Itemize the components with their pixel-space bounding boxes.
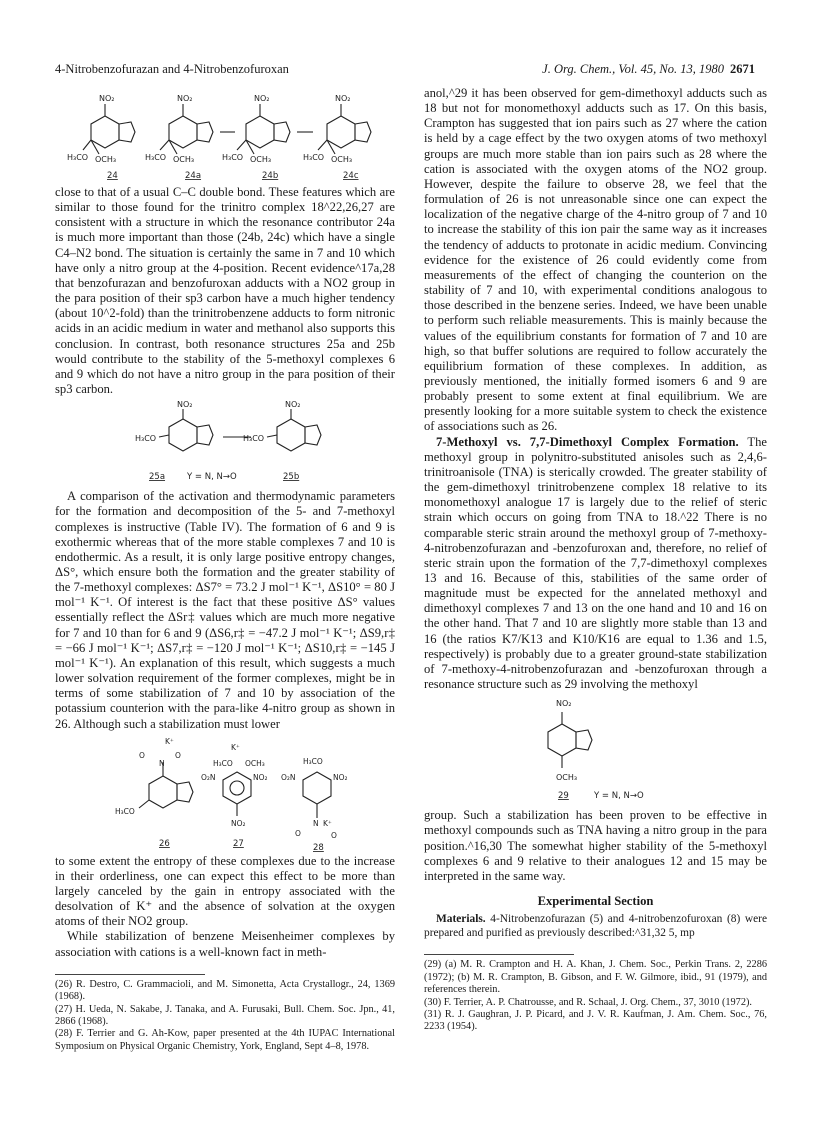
section-7methoxyl-paragraph <box>424 435 767 693</box>
right-paragraph-1: anol,^29 it has been observed for gem-dimethoxyl adducts such as 18 but not for monomethoxyl adducts such as 17. On this basis, Crampton has suggested that ion pairs such as 27 where the cation is held by a cage effect by the two oxygen atoms of two methoxyl groups are much more stable than ion pairs such as 28 where the cation is associated with the oxygen atoms of the NO2 group. However, despite the failure to observe 28, we feel that the formulation of 26 is not unreasonable since one can expect the localization of the negative charge of the 4-nitro group of 7 and 10 to increase the stability of this ion pair the same way as it increases the tendency of adducts to protonate in acidic medium. Convincing evidence for the existence of 26 could evidently come from measurements of the effect of changing the counterion on the stability of 7 and 10, with experimental conditions analogous to those described in the benzene series. Indeed, we have been unable to perform such reliable measurements. This is mainly because the values of the equilibrium constants for formation of 7 and 10 are high, so that buffer solutions are required to follow accurately the equilibrium formation of these complexes. In addition, as previously mentioned, the initially formed isomers 6 and 9 are probably present to some extent at final equilibrium. We are presently looking for a more suitable system to check the existence of associations such as 26. <box>424 86 767 434</box>
svg-text:O: O <box>331 830 337 840</box>
svg-text:NO₂: NO₂ <box>253 772 268 782</box>
svg-text:O₂N: O₂N <box>201 772 216 782</box>
journal-name: J. Org. Chem., Vol. 45, No. 13, 1980 <box>542 62 724 76</box>
label-26: 26 <box>159 838 170 849</box>
section-7methoxyl-heading: 7-Methoxyl vs. 7,7-Dimethoxyl Complex Formation. <box>436 434 739 449</box>
materials-runin: Materials. <box>436 913 486 926</box>
y-legend-29: Y = N, N→O <box>594 791 644 802</box>
svg-text:NO₂: NO₂ <box>254 94 270 103</box>
svg-text:NO₂: NO₂ <box>231 818 246 828</box>
svg-text:H₃CO: H₃CO <box>303 756 323 766</box>
svg-text:O: O <box>139 750 145 760</box>
svg-text:H₃CO: H₃CO <box>135 434 157 444</box>
svg-text:OCH₃: OCH₃ <box>556 773 578 783</box>
journal-citation <box>542 62 755 77</box>
footnote-27: (27) H. Ueda, N. Sakabe, J. Tanaka, and A. Furusaki, Bull. Chem. Soc. Jpn., 41, 2866 (1968). <box>55 1003 395 1027</box>
svg-text:K⁺: K⁺ <box>231 742 240 752</box>
label-28: 28 <box>313 842 324 852</box>
svg-text:NO₂: NO₂ <box>556 699 572 709</box>
footnote-rule-right <box>424 954 574 955</box>
svg-text:OCH₃: OCH₃ <box>250 155 272 164</box>
left-paragraph-3: to some extent the entropy of these complexes due to the increase in their orderliness, one can expect this effect to be more than largely canceled by the gain in entropy associated with the desolvation of K⁺ and the absence of solvation at the oxygen atoms of their NO2 group. <box>55 853 395 929</box>
svg-text:O: O <box>295 828 301 838</box>
svg-text:NO₂: NO₂ <box>99 94 115 103</box>
figure-26-27-28 <box>55 734 395 852</box>
svg-text:H₃CO: H₃CO <box>243 434 265 444</box>
left-paragraph-1: close to that of a usual C–C double bond. These features which are similar to those found for the trinitro complex 18^22,26,27 are consistent with a structure in which the resonance contributor 24a is much more important than those (24b, 24c) which have a single C4–N2 bond. The situation is certainly the same in 7 and 10 which have only a nitro group at the 4-position. Recent evidence^17a,28 that benzofurazan and benzofuroxan adducts with a NO2 group in the para position of their sp3 carbon have a much higher tendency (about 10^2-fold) than the trinitrobenzene adducts to form nitronic acids in an acidic medium in water and methanol also supports this conclusion. In contrast, both resonance structures 25a and 25b would contribute to the stability of the 5-methoxyl complexes 6 and 9 which do not have a nitro group in the para position of their sp3 carbon. <box>55 185 395 397</box>
section-7methoxyl-continuation: group. Such a stabilization has been proven to be effective in methoxyl compounds such as TNA having a nitro group in the para position.^16,30 The somewhat higher stability of the 5-methoxyl complexes 6 and 9 relative to their analogues 12 and 15 may be interpreted in the same way. <box>424 808 767 883</box>
page-number: 2671 <box>730 62 755 76</box>
svg-text:H₃CO: H₃CO <box>303 153 325 162</box>
footnote-rule <box>55 974 205 975</box>
svg-text:H₃CO: H₃CO <box>115 806 135 816</box>
svg-text:H₃CO: H₃CO <box>145 153 167 162</box>
left-column <box>55 86 395 1053</box>
svg-text:NO₂: NO₂ <box>333 772 348 782</box>
left-paragraph-2: A comparison of the activation and thermodynamic parameters for the formation and decomposition of the 5- and 7-methoxyl complexes is instructive (Table IV). The formation of 6 and 9 is exothermic whereas that of the more stable complexes 7 and 10 is endothermic. As a result, it is only large positive entropy changes, ΔS°, which ensure both the formation and the greater stability of the 7-methoxyl complexes: ΔS7° = 73.2 J mol⁻¹ K⁻¹, ΔS10° = 80 J mol⁻¹ K⁻¹. Of interest is the fact that these positive ΔS° values essentially reflect the ΔSr‡ values which are much more negative for 7 and 10 than for 6 and 9 (ΔS6,r‡ = −47.2 J mol⁻¹ K⁻¹; ΔS9,r‡ = −66 J mol⁻¹ K⁻¹; ΔS7,r‡ = −120 J mol⁻¹ K⁻¹; ΔS10,r‡ = −145 J mol⁻¹ K⁻¹). An explanation of this result, which suggests a much lower solvation requirement of the former complexes, might be in terms of some stabilization of 7 and 10 by association of the potassium counterion with the para-like 4-nitro group as shown in 26. Although such a stabilization must lower <box>55 489 395 731</box>
materials-text: 4-Nitrobenzofurazan (5) and 4-nitrobenzofuroxan (8) were prepared and purified as previously described:^31,32 5, mp <box>424 913 767 939</box>
label-27: 27 <box>233 838 244 849</box>
label-24c: 24c <box>343 171 359 181</box>
figure-25 <box>55 399 395 487</box>
label-24a: 24a <box>185 171 202 181</box>
svg-text:NO₂: NO₂ <box>335 94 351 103</box>
footnote-31: (31) R. J. Gaughran, J. P. Picard, and J. V. R. Kaufman, J. Am. Chem. Soc., 76, 2233 (1954). <box>424 1009 767 1033</box>
figure-24 <box>55 88 395 183</box>
left-paragraph-4: While stabilization of benzene Meisenheimer complexes by association with cations is a well-known fact in meth- <box>55 929 395 959</box>
label-29: 29 <box>558 791 569 802</box>
svg-text:NO₂: NO₂ <box>285 400 301 410</box>
svg-text:K⁺: K⁺ <box>165 736 174 746</box>
label-24: 24 <box>107 171 118 181</box>
svg-text:NO₂: NO₂ <box>177 94 193 103</box>
footnote-30: (30) F. Terrier, A. P. Chatrousse, and R. Schaal, J. Org. Chem., 37, 3010 (1972). <box>424 996 752 1008</box>
section-7methoxyl-text: The methoxyl group in polynitro-substituted anisoles such as 2,4,6-trinitroanisole (TNA) is sterically crowded. The greater stability of the gem-dimethoxyl trinitrobenzene complex 18 relative to its monomethoxyl analogue 17 is largely due to the relief of steric strain which occurs on going from TNA to 18.^22 There is no comparable steric strain around the methoxyl group of 7-methoxy-4-nitrobenzofurazan and -benzofuroxan and, therefore, no relief of steric strain upon the formation of the 7,7-dimethoxyl complexes 13 and 16. Because of this, stabilities of the same order of magnitude must be expected for the annelated methoxyl and dimethoxyl complexes 7 and 13 on the one hand and 10 and 16 on the other hand. That 7 and 10 are slightly more stable than 13 and 16 (the ratios K7/K13 and K10/K16 are equal to 1.36 and 1.5, respectively) is probably due to a greater ground-state stabilization of 7-methoxy-4-nitrobenzofurazan and -benzofuroxan through a resonance structure such as 29 involving the methoxyl <box>424 434 768 692</box>
y-legend-25: Y = N, N→O <box>187 472 237 483</box>
label-25b: 25b <box>283 472 300 483</box>
materials-paragraph <box>424 913 767 940</box>
svg-text:OCH₃: OCH₃ <box>173 155 195 164</box>
svg-text:H₃CO: H₃CO <box>67 153 89 162</box>
footnote-29: (29) (a) M. R. Crampton and H. A. Khan, J. Chem. Soc., Perkin Trans. 2, 2286 (1972); (b) M. R. Crampton, B. Gibson, and F. W. Gilmore, ibid., 91 (1979), and references therein. <box>424 959 767 996</box>
footnote-26: (26) R. Destro, C. Grammacioli, and M. Simonetta, Acta Crystallogr., 24, 1369 (1968). <box>55 978 395 1003</box>
svg-text:O: O <box>175 750 181 760</box>
svg-text:H₃CO: H₃CO <box>213 758 233 768</box>
svg-text:N: N <box>159 758 165 768</box>
svg-text:H₃CO: H₃CO <box>222 153 244 162</box>
experimental-section-heading: Experimental Section <box>537 894 654 909</box>
right-column <box>424 86 767 1034</box>
svg-text:K⁺: K⁺ <box>323 818 332 828</box>
figure-29 <box>424 694 767 806</box>
svg-text:NO₂: NO₂ <box>177 400 193 410</box>
label-24b: 24b <box>262 171 279 181</box>
svg-text:OCH₃: OCH₃ <box>245 758 265 768</box>
label-25a: 25a <box>149 472 166 483</box>
svg-text:N: N <box>313 818 319 828</box>
svg-text:OCH₃: OCH₃ <box>95 155 117 164</box>
footnote-28: (28) F. Terrier and G. Ah-Kow, paper presented at the 4th IUPAC International Symposium on Physical Organic Chemistry, York, England, Sept 4–8, 1978. <box>55 1028 395 1052</box>
svg-text:O₂N: O₂N <box>281 772 296 782</box>
svg-text:OCH₃: OCH₃ <box>331 155 353 164</box>
running-head: 4-Nitrobenzofurazan and 4-Nitrobenzofuroxan <box>55 62 289 76</box>
